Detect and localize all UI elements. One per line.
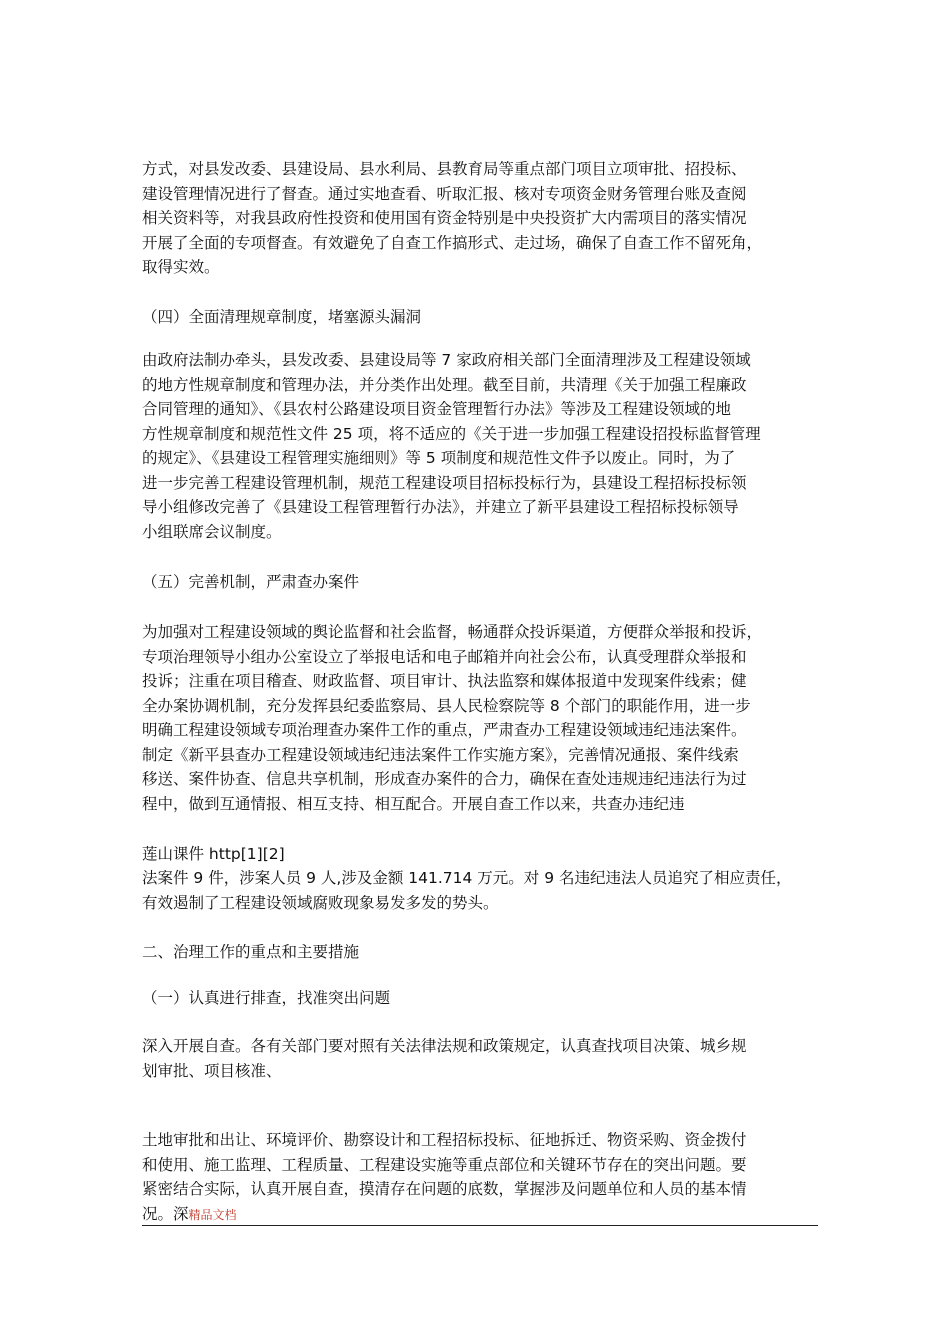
text-line: 移送、案件协查、信息共享机制，形成查办案件的合力，确保在查处违规违纪违法行为过 [142, 770, 747, 788]
paragraph-regulations [142, 348, 822, 544]
footer-divider [142, 1225, 818, 1226]
text-line: 进一步完善工程建设管理机制，规范工程建设项目招标投标行为，县建设工程招标投标领 [142, 473, 747, 492]
paragraph-case-results [142, 866, 822, 915]
paragraph-key-areas [142, 1128, 822, 1227]
text-line: 和使用、施工监理、工程质量、工程建设实施等重点部位和关键环节存在的突出问题。要 [142, 1155, 747, 1174]
text-fragment: 况。深 [142, 1204, 189, 1223]
text-line: 为加强对工程建设领域的舆论监督和社会监督，畅通群众投诉渠道，方便群众举报和投诉， [142, 623, 763, 641]
section-heading-2: 二、治理工作的重点和主要措施 [142, 943, 360, 961]
text-line: 建设管理情况进行了督查。通过实地查看、听取汇报、核对专项资金财务管理台账及查阅 [142, 184, 747, 203]
text-line: 明确工程建设领域专项治理查办案件工作的重点，严肃查办工程建设领域违纪违法案件。 [142, 721, 747, 739]
text-line: 紧密结合实际，认真开展自查，摸清存在问题的底数，掌握涉及问题单位和人员的基本情 [142, 1180, 747, 1198]
watermark-stamp: 精品文档 [188, 1207, 237, 1222]
section-heading-1: （一）认真进行排查，找准突出问题 [142, 989, 391, 1007]
text-line: 土地审批和出让、环境评价、勘察设计和工程招标投标、征地拆迁、物资采购、资金拨付 [142, 1131, 747, 1149]
text-line: 取得实效。 [142, 258, 220, 276]
text-line: 合同管理的通知》、《县农村公路建设项目资金管理暂行办法》等涉及工程建设领域的地 [142, 400, 732, 418]
text-line: 全办案协调机制，充分发挥县纪委监察局、县人民检察院等 8 个部门的职能作用，进一步 [142, 696, 751, 715]
text-line: 的地方性规章制度和管理办法，并分类作出处理。截至目前，共清理《关于加强工程廉政 [142, 375, 747, 394]
text-line-last [142, 1202, 822, 1228]
text-line: 方性规章制度和规范性文件 25 项，将不适应的《关于进一步加强工程建设招投标监督管理 [142, 424, 761, 443]
text-line: 深入开展自查。各有关部门要对照有关法律法规和政策规定，认真查找项目决策、城乡规 [142, 1037, 747, 1055]
text-line: 的规定》、《县建设工程管理实施细则》等 5 项制度和规范性文件予以废止。同时，为了 [142, 449, 736, 467]
source-line: 莲山课件 http[1][2] [142, 845, 285, 863]
text-line: 由政府法制办牵头，县发改委、县建设局等 7 家政府相关部门全面清理涉及工程建设领域 [142, 351, 751, 369]
text-line: 方式，对县发改委、县建设局、县水利局、县教育局等重点部门项目立项审批、招投标、 [142, 160, 747, 178]
text-line: 投诉；注重在项目稽查、财政监督、项目审计、执法监察和媒体报道中发现案件线索；健 [142, 672, 747, 690]
text-line: 专项治理领导小组办公室设立了举报电话和电子邮箱并向社会公布，认真受理群众举报和 [142, 647, 747, 666]
paragraph-cases [142, 620, 822, 816]
text-line: 制定《新平县查办工程建设领域违纪违法案件工作实施方案》，完善情况通报、案件线索 [142, 745, 739, 764]
text-line: 程中，做到互通情报、相互支持、相互配合。开展自查工作以来，共查办违纪违 [142, 794, 685, 813]
paragraph-inspection [142, 157, 822, 280]
text-line: 导小组修改完善了《县建设工程管理暂行办法》，并建立了新平县建设工程招标投标领导 [142, 498, 739, 516]
text-line: 有效遏制了工程建设领域腐败现象易发多发的势头。 [142, 893, 499, 912]
text-line: 划审批、项目核准、 [142, 1061, 282, 1080]
text-line: 相关资料等，对我县政府性投资和使用国有资金特别是中央投资扩大内需项目的落实情况 [142, 209, 747, 227]
section-heading-5: （五）完善机制，严肃查办案件 [142, 573, 360, 591]
text-line: 法案件 9 件，涉案人员 9 人,涉及金额 141.714 万元。对 9 名违纪违法人员追究了相应责任， [142, 869, 792, 887]
section-heading-4: （四）全面清理规章制度，堵塞源头漏洞 [142, 308, 422, 326]
text-line: 小组联席会议制度。 [142, 522, 282, 541]
paragraph-self-check [142, 1034, 822, 1083]
text-line: 开展了全面的专项督查。有效避免了自查工作搞形式、走过场，确保了自查工作不留死角， [142, 233, 763, 252]
